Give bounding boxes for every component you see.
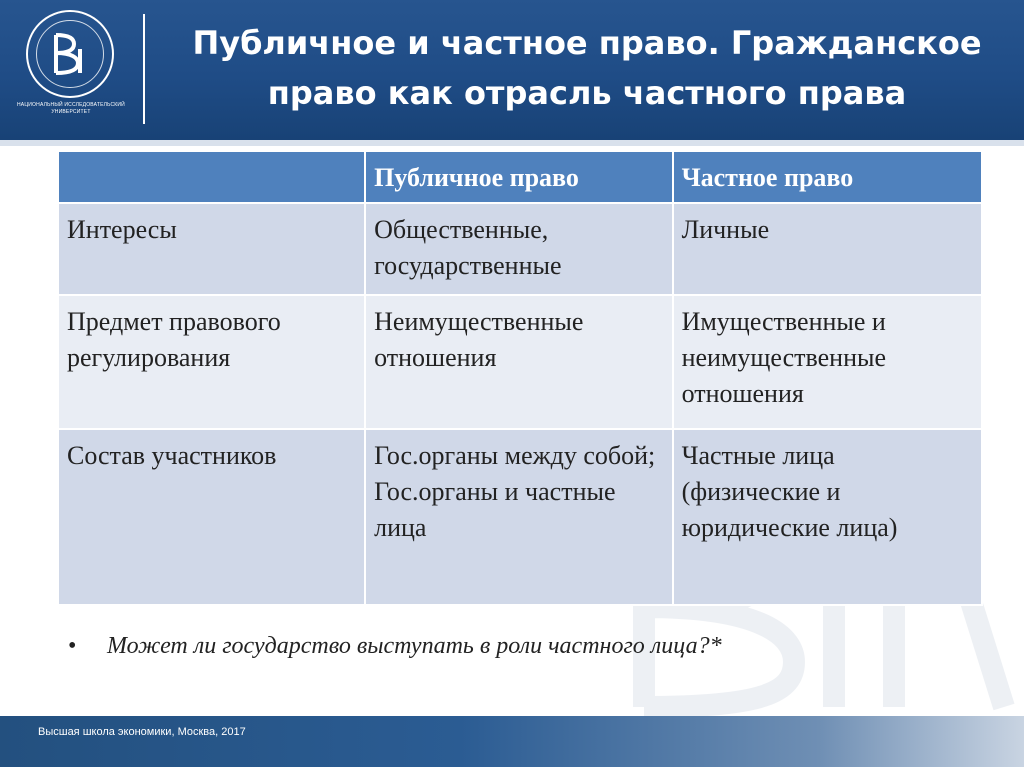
title-line-2: право как отрасль частного права: [267, 74, 907, 112]
row-label: Состав участников: [58, 429, 365, 605]
public-cell-line-2: Гос.органы и частные лица: [374, 477, 616, 542]
header-cell-empty: [58, 151, 365, 203]
title-line-1: Публичное и частное право. Гражданское: [192, 24, 982, 62]
table-header-row: [58, 151, 982, 203]
header-divider: [143, 14, 145, 124]
private-cell: Личные: [673, 203, 982, 295]
slide-title: [150, 18, 1024, 118]
hse-emblem-icon: [50, 31, 90, 77]
comparison-table: [57, 150, 983, 606]
table-row: [58, 295, 982, 429]
public-cell-line-1: Гос.органы между собой;: [374, 441, 656, 470]
table-row: [58, 429, 982, 605]
footer-bar: [0, 716, 1024, 767]
table-row: [58, 203, 982, 295]
public-cell: [365, 429, 672, 605]
private-cell: Частные лица (физические и юридические лица): [673, 429, 982, 605]
header-cell-public: Публичное право: [365, 151, 672, 203]
public-cell: Общественные, государственные: [365, 203, 672, 295]
hse-logo: [12, 10, 130, 128]
row-label: Интересы: [58, 203, 365, 295]
logo-mark: [26, 10, 114, 98]
private-cell: Имущественные и неимущественные отношения: [673, 295, 982, 429]
footer-text: Высшая школа экономики, Москва, 2017: [38, 726, 246, 738]
row-label: Предмет правового регулирования: [58, 295, 365, 429]
public-cell: Неимущественные отношения: [365, 295, 672, 429]
header-cell-private: Частное право: [673, 151, 982, 203]
header-stripe: [0, 140, 1024, 146]
question-text: Может ли государство выступать в роли частного лица?*: [107, 633, 722, 659]
logo-caption: НАЦИОНАЛЬНЫЙ ИССЛЕДОВАТЕЛЬСКИЙ УНИВЕРСИТЕТ: [17, 102, 125, 115]
bullet-icon: •: [68, 633, 77, 659]
